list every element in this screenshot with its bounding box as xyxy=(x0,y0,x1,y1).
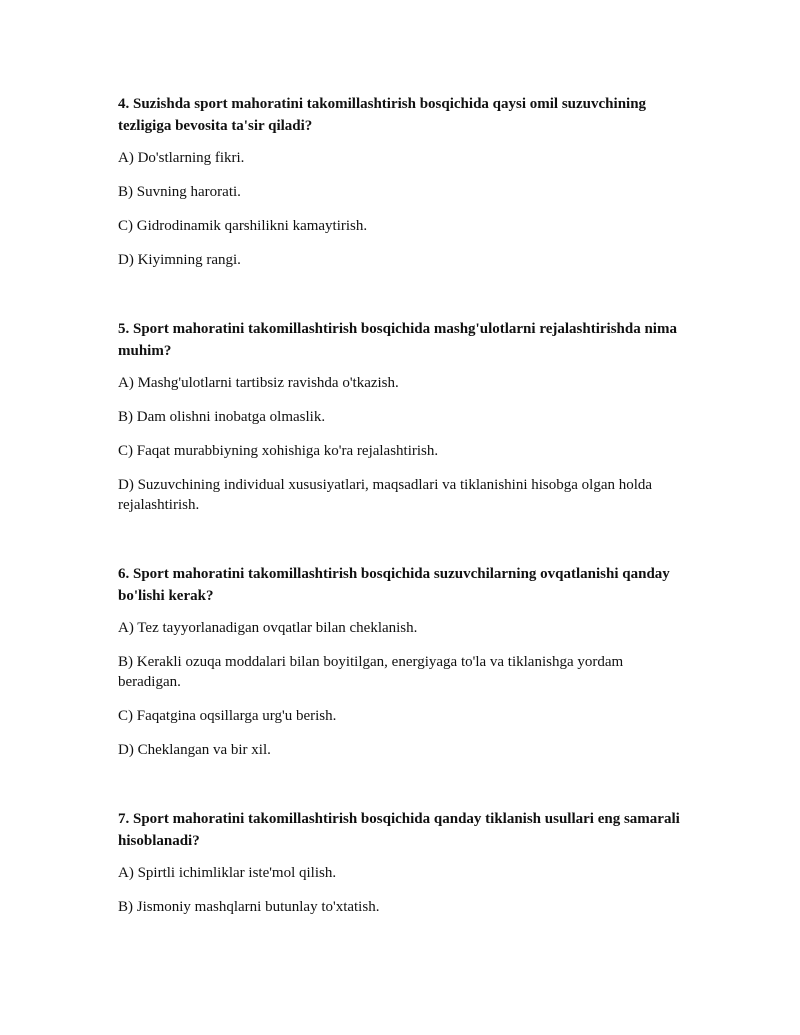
answer-option-b: B) Jismoniy mashqlarni butunlay to'xtatish. xyxy=(118,899,380,915)
answer-option-c: C) Gidrodinamik qarshilikni kamaytirish. xyxy=(118,218,368,234)
question-spacer xyxy=(118,284,688,318)
question-spacer xyxy=(118,529,688,563)
answer-option-b: B) Dam olishni inobatga olmaslik. xyxy=(118,409,326,425)
answer-option-a: A) Mashg'ulotlarni tartibsiz ravishda o'tkazish. xyxy=(118,375,399,391)
question-spacer xyxy=(118,774,688,808)
answer-option-c: C) Faqatgina oqsillarga urg'u berish. xyxy=(118,708,337,724)
answer-option-c: C) Faqat murabbiyning xohishiga ko'ra rejalashtirish. xyxy=(118,443,439,459)
answer-option-a: A) Do'stlarning fikri. xyxy=(118,150,245,166)
question-title: 4. Suzishda sport mahoratini takomillashtirish bosqichida qaysi omil suzuvchining tezligiga bevosita ta'sir qiladi? xyxy=(118,96,647,134)
question-6 xyxy=(118,563,688,760)
question-title: 6. Sport mahoratini takomillashtirish bosqichida suzuvchilarning ovqatlanishi qanday bo'lishi kerak? xyxy=(118,566,670,604)
answer-option-d: D) Suzuvchining individual xususiyatlari, maqsadlari va tiklanishini hisobga olgan holda rejalashtirish. xyxy=(118,477,653,513)
question-7 xyxy=(118,808,688,917)
document-page xyxy=(118,93,688,931)
question-title: 5. Sport mahoratini takomillashtirish bosqichida mashg'ulotlarni rejalashtirishda nima muhim? xyxy=(118,321,677,359)
answer-option-d: D) Kiyimning rangi. xyxy=(118,252,241,268)
answer-option-b: B) Kerakli ozuqa moddalari bilan boyitilgan, energiyaga to'la va tiklanishga yordam beradigan. xyxy=(118,654,624,690)
answer-option-b: B) Suvning harorati. xyxy=(118,184,241,200)
question-5 xyxy=(118,318,688,515)
answer-option-a: A) Spirtli ichimliklar iste'mol qilish. xyxy=(118,865,337,881)
answer-option-a: A) Tez tayyorlanadigan ovqatlar bilan cheklanish. xyxy=(118,620,418,636)
answer-option-d: D) Cheklangan va bir xil. xyxy=(118,742,271,758)
question-4 xyxy=(118,93,688,270)
question-title: 7. Sport mahoratini takomillashtirish bosqichida qanday tiklanish usullari eng samarali hisoblanadi? xyxy=(118,811,680,849)
